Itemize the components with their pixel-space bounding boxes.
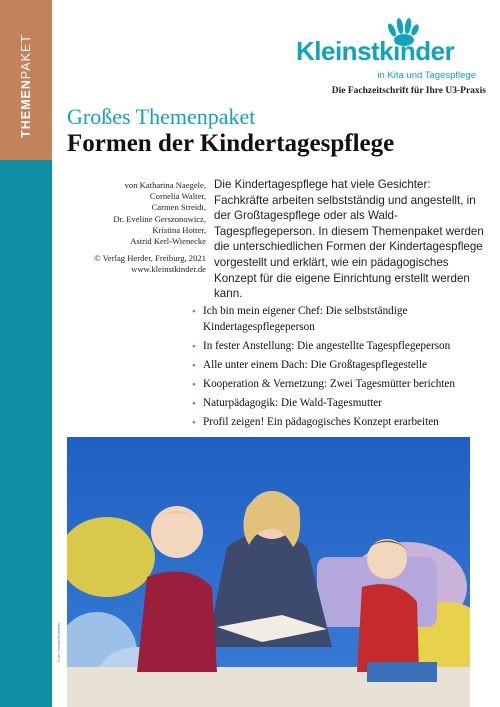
author-block [60,180,206,276]
bullet-icon: • [192,379,196,391]
tagline: Die Fachzeitschrift für Ihre U3-Praxis [331,86,486,96]
copyright: © Verlag Herder, Freiburg, 2021 [94,253,206,264]
website-link: www.kleinstkinder.de [131,264,206,275]
list-item: • Kooperation & Vernetzung: Zwei Tagesmütter berichten [192,378,455,391]
themenpaket-label: THEMENPAKET [19,34,33,138]
author-line: von Katharina Naegele, [124,180,206,190]
list-item: • Profil zeigen! Ein pädagogisches Konzept erarbeiten [192,416,439,429]
themenpaket-tab [0,0,52,160]
bullet-icon: • [192,417,196,429]
logo-wordmark: Kleinstkinder [296,36,455,66]
list-item: • Ich bin mein eigener Chef: Die selbstständige Kindertagespflegeperson [192,305,408,333]
bullet-icon: • [192,398,196,410]
kicker-title: Großes Themenpaket [67,104,256,129]
cover-photo [67,437,470,707]
intro-paragraph: Die Kindertagespflege hat viele Gesichter: Fachkräfte arbeiten selbstständig und angestellt, in der Großtagespflege oder als Wald-Tagespflegeperson. In diesem Themenpaket werden die unterschiedlichen Formen der Kindertagespflege vorgestellt und erklärt, wie ein pädagogisches Konzept für die eigene Einrichtung erstellt werden kann. [214,178,484,301]
bullet-icon: • [192,306,196,318]
logo-subtitle: in Kita und Tagespflege [377,70,476,81]
photo-credit: Foto: Herder/Hotelfoto [56,622,61,662]
list-item: • Alle unter einem Dach: Die Großtagespflegestelle [192,359,427,372]
author-line: Astrid Kerl-Wienecke [130,236,206,247]
photo-illustration [67,437,470,707]
author-line: Kristina Hotter, [152,224,206,235]
list-item: • Naturpädagogik: Die Wald-Tagesmutter [192,397,382,410]
list-item: • In fester Anstellung: Die angestellte Tagespflegeperson [192,340,451,353]
main-title: Formen der Kindertagespflege [67,130,395,157]
bullet-icon: • [192,341,196,353]
author-line: Cornelia Walter, [149,191,206,202]
author-line: Carmen Streidt, [151,202,206,213]
kleinstkinder-logo [290,18,490,88]
topic-list [192,303,492,433]
author-line: Dr. Eveline Gerszonowicz, [113,213,206,224]
bullet-icon: • [192,360,196,372]
